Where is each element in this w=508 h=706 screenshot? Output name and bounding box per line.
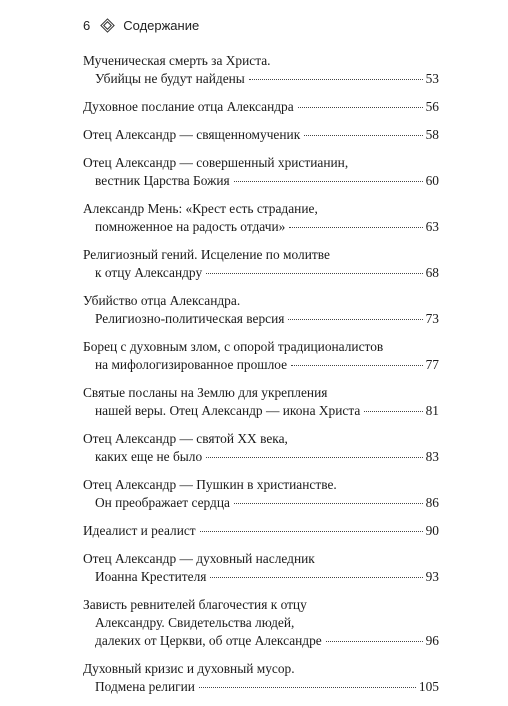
toc-entry-title-line: вестник Царства Божия [95, 173, 230, 188]
toc-entry-title-line: Убийство отца Александра. [83, 293, 241, 308]
toc-page-number: 105 [418, 679, 439, 694]
dot-leader [210, 577, 422, 578]
dot-leader [234, 503, 423, 504]
toc-entry-title-line: на мифологизированное прошлое [95, 357, 288, 372]
toc-entry-title-line: далеких от Церкви, об отце Александре [95, 633, 322, 648]
toc-page-number: 58 [425, 127, 439, 142]
toc-entry [83, 384, 439, 420]
toc-entry-title-line: Александру. Свидетельства людей, [95, 615, 295, 630]
toc-entry-last-line [83, 70, 439, 88]
toc-entry-last-line [83, 98, 439, 116]
toc-entry-title-line: Он преображает сердца [95, 495, 230, 510]
toc-page-number: 56 [425, 99, 439, 114]
toc-entry-title-line: Отец Александр — совершенный христианин, [83, 155, 349, 170]
toc-entry-last-line [83, 568, 439, 586]
toc-entry-title-line: Отец Александр — Пушкин в христианстве. [83, 477, 337, 492]
toc-entry-title-line: Убийцы не будут найдены [95, 71, 245, 86]
diamond-outline-icon [100, 18, 115, 33]
toc-entry-title-line: Александр Мень: «Крест есть страдание, [83, 201, 318, 216]
dot-leader [304, 135, 422, 136]
page-header [83, 18, 199, 33]
toc-page-number: 68 [425, 265, 439, 280]
dot-leader [288, 319, 422, 320]
toc-entry-title-line: Духовное послание отца Александра [83, 99, 294, 114]
toc-entry [83, 660, 439, 696]
dot-leader [326, 641, 423, 642]
toc-entry [83, 596, 439, 650]
toc-entry [83, 550, 439, 586]
dot-leader [200, 531, 423, 532]
toc-entry-title-line: Святые посланы на Землю для укрепления [83, 385, 328, 400]
toc-entry-title-line: Отец Александр — духовный наследник [83, 551, 315, 566]
toc-entry-title-line: Идеалист и реалист [83, 523, 196, 538]
toc-page-number: 83 [425, 449, 439, 464]
toc-page-number: 63 [425, 219, 439, 234]
toc-entry [83, 338, 439, 374]
toc-entry-title-line: Подмена религии [95, 679, 195, 694]
dot-leader [364, 411, 422, 412]
toc-page-number: 77 [425, 357, 439, 372]
dot-leader [234, 181, 423, 182]
toc-entry-title-line: Иоанна Крестителя [95, 569, 207, 584]
toc-entry-title-line: Мученическая смерть за Христа. [83, 53, 271, 68]
dot-leader [206, 273, 422, 274]
toc-entry-last-line [83, 264, 439, 282]
dot-leader [298, 107, 423, 108]
toc-entry-title-line: Религиозно-политическая версия [95, 311, 285, 326]
toc-entry [83, 154, 439, 190]
toc-page-number: 93 [425, 569, 439, 584]
toc-entry-title-line: к отцу Александру [95, 265, 203, 280]
toc-entry-last-line [83, 448, 439, 466]
toc-page-number: 81 [425, 403, 439, 418]
page-number: 6 [83, 18, 91, 33]
toc-entry-last-line [83, 678, 439, 696]
dot-leader [249, 79, 423, 80]
table-of-contents [83, 52, 439, 706]
toc-entry [83, 430, 439, 466]
toc-entry-last-line [83, 494, 439, 512]
toc-entry-title-line: Отец Александр — священномученик [83, 127, 301, 142]
toc-entry-last-line [83, 402, 439, 420]
section-title: Содержание [123, 18, 200, 33]
toc-entry-last-line [83, 356, 439, 374]
toc-entry-last-line [83, 632, 439, 650]
dot-leader [289, 227, 422, 228]
toc-page-number: 53 [425, 71, 439, 86]
toc-entry [83, 200, 439, 236]
toc-entry-last-line [83, 522, 439, 540]
toc-entry [83, 52, 439, 88]
toc-entry-last-line [83, 126, 439, 144]
toc-entry [83, 246, 439, 282]
dot-leader [206, 457, 422, 458]
toc-entry [83, 476, 439, 512]
toc-entry [83, 126, 439, 144]
toc-entry-title-line: Духовный кризис и духовный мусор. [83, 661, 295, 676]
toc-page-number: 60 [425, 173, 439, 188]
toc-entry-title-line: Зависть ревнителей благочестия к отцу [83, 597, 307, 612]
toc-entry-title-line: помноженное на радость отдачи» [95, 219, 286, 234]
toc-page-number: 86 [425, 495, 439, 510]
toc-entry-title-line: Отец Александр — святой XX века, [83, 431, 288, 446]
toc-entry-title-line: нашей веры. Отец Александр — икона Христа [95, 403, 361, 418]
toc-page-number: 96 [425, 633, 439, 648]
toc-entry-title-line: Борец с духовным злом, с опорой традиционалистов [83, 339, 384, 354]
dot-leader [291, 365, 423, 366]
toc-entry-title-line: Религиозный гений. Исцеление по молитве [83, 247, 330, 262]
toc-entry [83, 522, 439, 540]
toc-entry [83, 98, 439, 116]
toc-entry-title-line: каких еще не было [95, 449, 203, 464]
toc-page-number: 90 [425, 523, 439, 538]
toc-page-number: 73 [425, 311, 439, 326]
toc-entry-last-line [83, 218, 439, 236]
toc-entry-last-line [83, 310, 439, 328]
dot-leader [199, 687, 416, 688]
toc-entry [83, 292, 439, 328]
toc-entry-last-line [83, 172, 439, 190]
